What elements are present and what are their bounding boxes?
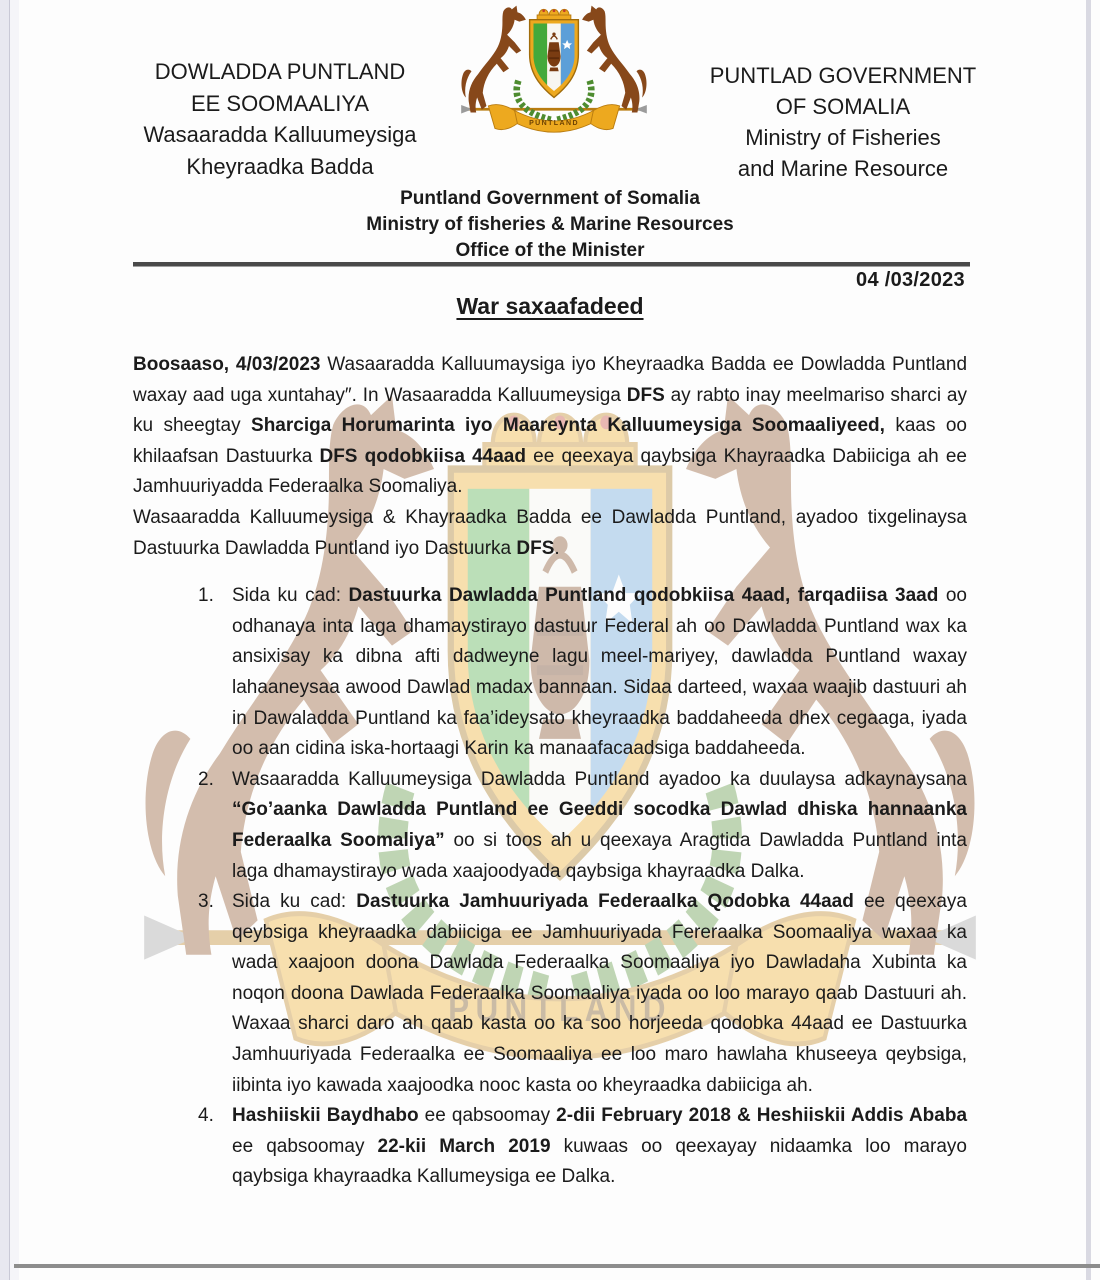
page-bottom-edge [14,1264,1100,1268]
header-somali-block [130,56,430,182]
list-item-text: Sida ku cad: Dastuurka Jamhuuriyada Federaalka Qodobka 44aad ee qeexaya qeybsiga kheyraadka dabiiciga ee Jamhuuriyada Fereraalka Soomaaliya waxaa ka wada xaajoon doona Dawlada Federaalka Soomaaliya iyo Dawladaha Xubinta ka noqon doona Dawlada Federaalka Soomaaliya iyada oo loo marayo qaab Dastuuri ah. Waxaa sharci daro ah qaab kasta oo ka soo horjeeda qodobka 44aad ee Dastuurka Jamhuuriyada Federaalka ee Soomaaliya ee loo maro hawlaha khuseeya qeybsiga, iibinta iyo kawada xaajoodka nooc kasta oo kheyraadka dabiiciga ah. [232,891,967,1096]
list-item-number: 2. [198,768,214,790]
list-item-number: 3. [198,891,214,913]
header-office-line: Ministry of fisheries & Marine Resources [366,214,734,235]
header-somali-line: DOWLADDA PUNTLAND [154,59,406,84]
list-item-text: Wasaaradda Kalluumeysiga Dawladda Puntland ayadoo ka duulaysa adkaynaysana “Go’aanka Dawladda Puntland ee Geeddi socodka Dawlad dhiska hannaanka Federaalka Soomaliya” oo si toos ah u qeexaya Aragtida Dawladda Puntland inta laga dhamaystirayo wada xaajoodyada qaybsiga khayraadka Dalka. [232,768,968,882]
header-office-block [133,186,967,264]
puntland-coat-of-arms-icon [452,0,656,150]
list-item [133,887,967,1101]
header-somali-line: EE SOOMAALIYA [190,90,370,116]
page-right-edge [1086,0,1091,1280]
list-item [133,765,967,887]
header-office-line: Puntland Government of Somalia [400,188,700,209]
header-divider [133,262,970,267]
page-left-edge-shadow [10,0,19,1280]
list-item [133,581,967,765]
header-office-line: Office of the Minister [455,240,645,261]
document-date: 04 /03/2023 [856,269,965,291]
document-body [133,350,967,1193]
paragraph: Wasaaradda Kalluumeysiga & Khayraadka Badda ee Dawladda Puntland, ayadoo tixgelinaysa Dastuurka Dawladda Puntland iyo Dastuurka DFS. [133,506,967,559]
list-item-number: 1. [198,585,214,607]
header-somali-line: Wasaaradda Kalluumeysiga [143,122,417,147]
header-english-block [693,60,993,184]
header-somali-line: Kheyraadka Badda [186,153,374,179]
list-item-text: Sida ku cad: Dastuurka Dawladda Puntland qodobkiisa 4aad, farqadiisa 3aad oo odhanaya inta laga dhamaystirayo dastuur Federal ah oo Dawladda Puntland wax ka ansixisay ka dibna afti dadweyne lagu meel-mariyey, dawladda Puntland waxay lahaaneysaa awood Dawlad madax bannaan. Sidaa darteed, waxaa waajib dastuuri ah in Dawaladda Puntland ka faa’ideysato kheyraadka baddaheeda dhex cegaaga, iyada oo aan cidina iska-hortaagi Karin ka manaafacaadsiga baddaheeda. [232,585,967,760]
header-english-line: Ministry of Fisheries [745,125,941,150]
header-english-line: PUNTLAD GOVERNMENT [709,63,977,88]
paragraph: Boosaaso, 4/03/2023 Wasaaradda Kalluumaysiga iyo Kheyraadka Badda ee Dowladda Puntland waxay aad uga xuntahay″. In Wasaaradda Kalluumeysiga DFS ay rabto inay meelmariso sharci ay ku sheegtay Sharciga Horumarinta iyo Maareynta Kalluumeysiga Soomaaliyeed, kaas oo khilaafsan Dastuurka DFS qodobkiisa 44aad ee qeexaya qaybsiga Khayraadka Dabiiciga ah ee Jamhuuriyadda Federaalka Soomaliya. [133,354,968,498]
header-english-line: and Marine Resource [737,156,949,181]
press-list [133,581,967,1193]
list-item-number: 4. [198,1105,214,1127]
page-left-edge [0,0,10,1280]
list-item-text: Hashiiskii Baydhabo ee qabsoomay 2-dii February 2018 & Heshiiskii Addis Ababa ee qabsoomay 22-kii March 2019 kuwaas oo qeexayay nidaamka loo marayo qaybsiga khayraadka Kallumeysiga ee Dalka. [232,1105,968,1188]
header-english-line: OF SOMALIA [775,94,911,119]
emblem-banner-text: PUNTLAND [529,120,579,128]
page-title: War saxaafadeed [456,293,644,319]
list-item [133,1101,967,1193]
